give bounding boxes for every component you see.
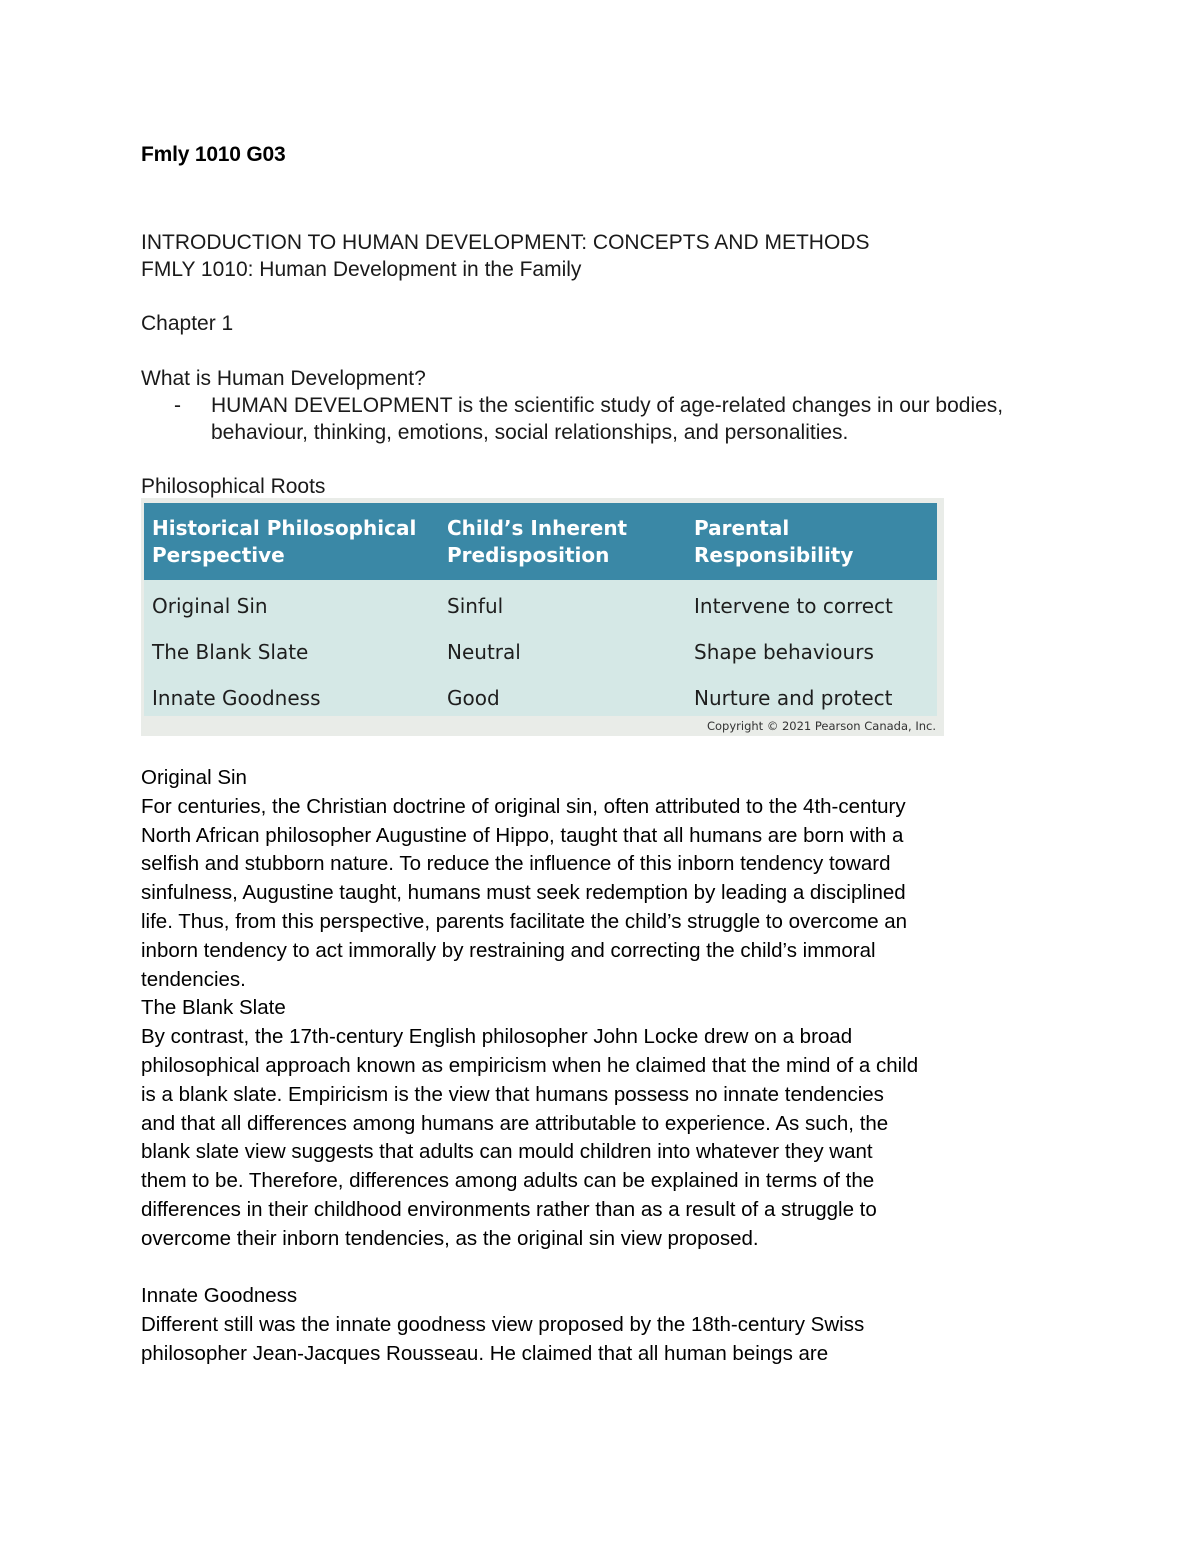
- section-text-innate-goodness: Different still was the innate goodness view proposed by the 18th-century Swiss philosopher Jean-Jacques Rousseau. He claimed that all human beings are: [141, 1313, 865, 1365]
- table-cell: Sinful: [447, 594, 504, 618]
- course-code: Fmly 1010 G03: [141, 143, 286, 166]
- body-sections: [141, 764, 921, 1369]
- table-cell: Good: [447, 686, 500, 710]
- table-cell: The Blank Slate: [152, 640, 309, 664]
- definition-text: HUMAN DEVELOPMENT is the scientific study of age-related changes in our bodies, behaviour, thinking, emotions, social relationships, and personalities.: [211, 394, 1004, 444]
- philosophical-roots-table: [141, 498, 944, 736]
- table-cell: Shape behaviours: [694, 640, 874, 664]
- table-header-responsibility: Parental Responsibility: [694, 516, 854, 567]
- table-header-predisposition: Child’s Inherent Predisposition: [447, 516, 628, 567]
- document-title-block: [141, 229, 1101, 283]
- paragraph-gap: [141, 1254, 921, 1283]
- section-text-blank-slate: By contrast, the 17th-century English philosopher John Locke drew on a broad philosophical approach known as empiricism when he claimed that the mind of a child is a blank slate. Empiricism is the view that humans possess no innate tendencies and that all differences among humans are attributable to experience. As such, the blank slate view suggests that adults can mould children into whatever they want them to be. Therefore, differences among adults can be explained in terms of the differences in their childhood environments rather than as a result of a struggle to overcome their inborn tendencies, as the original sin view proposed.: [141, 1025, 919, 1250]
- section-heading-original-sin: Original Sin: [141, 766, 247, 789]
- course-subtitle: FMLY 1010: Human Development in the Family: [141, 258, 582, 281]
- definition-question: What is Human Development?: [141, 367, 426, 390]
- chapter-label: Chapter 1: [141, 312, 234, 335]
- table-cell: Nurture and protect: [694, 686, 893, 710]
- table-cell: Intervene to correct: [694, 594, 893, 618]
- document-title: INTRODUCTION TO HUMAN DEVELOPMENT: CONCEPTS AND METHODS: [141, 231, 870, 254]
- table-header-perspective: Historical Philosophical Perspective: [152, 516, 417, 567]
- table-cell: Original Sin: [152, 594, 268, 618]
- section-text-original-sin: For centuries, the Christian doctrine of original sin, often attributed to the 4th-century North African philosopher Augustine of Hippo, taught that all humans are born with a selfish and stubborn nature. To reduce the influence of this inborn tendency toward sinfulness, Augustine taught, humans must seek redemption by leading a disciplined life. Thus, from this perspective, parents facilitate the child’s struggle to overcome an inborn tendency to act immorally by restraining and correcting the child’s immoral tendencies.: [141, 794, 908, 991]
- table-cell: Neutral: [447, 640, 521, 664]
- bullet-dash: -: [174, 394, 181, 417]
- table-copyright: Copyright © 2021 Pearson Canada, Inc.: [706, 719, 936, 733]
- philosophical-roots-heading: Philosophical Roots: [141, 475, 326, 498]
- table-cell: Innate Goodness: [152, 686, 321, 710]
- section-heading-innate-goodness: Innate Goodness: [141, 1284, 298, 1308]
- section-heading-blank-slate: The Blank Slate: [141, 996, 286, 1020]
- table-header-row: [144, 503, 937, 580]
- table-body: [144, 580, 937, 716]
